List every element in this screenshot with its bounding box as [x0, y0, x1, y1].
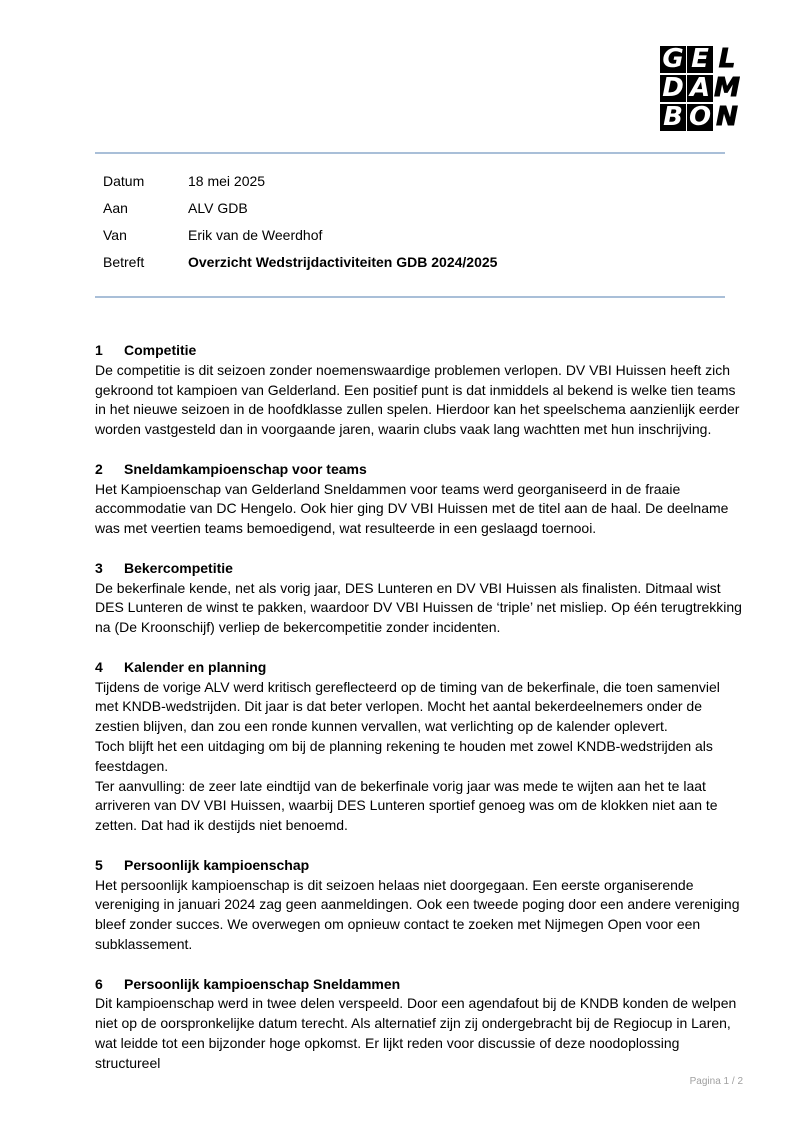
- logo-letter: N: [714, 104, 740, 131]
- section-number: 2: [95, 460, 103, 477]
- memo-label: Aan: [103, 200, 128, 216]
- section-kalender-planning: [95, 658, 745, 836]
- section-title: Bekercompetitie: [124, 559, 233, 576]
- memo-value: ALV GDB: [188, 200, 248, 216]
- section-number: 3: [95, 559, 103, 576]
- memo-label: Van: [103, 227, 127, 243]
- paragraph: De competitie is dit seizoen zonder noemenswaardige problemen verlopen. DV VBI Huissen heeft zich gekroond tot kampioen van Gelderland. Een positief punt is dat inmiddels al bekend is welke tien teams in het nieuwe seizoen in de hoofdklasse zullen spelen. Hierdoor kan het speelschema aanzienlijk eerder worden vastgesteld dan in voorgaande jaren, waarin clubs vaak lang wachtten met hun inschrijving.: [95, 361, 740, 438]
- logo-letter: M: [714, 73, 740, 103]
- logo-row: [660, 75, 800, 103]
- memo-value: 18 mei 2025: [188, 173, 266, 189]
- paragraph: De bekerfinale kende, net als vorig jaar, DES Lunteren en DV VBI Huissen als finalisten. Ditmaal wist DES Lunteren de winst te pakken, waardoor DV VBI Huissen de ‘triple’ net misliep. Op één terugtrekking na (De Kroonschijf) verliep de bekercompetitie zonder incidenten.: [95, 579, 742, 636]
- memo-subject: Overzicht Wedstrijdactiviteiten GDB 2024/2025: [188, 254, 498, 270]
- memo-value: Erik van de Weerdhof: [188, 227, 323, 243]
- memo-body: [95, 341, 745, 1093]
- section-sneldamkampioenschap-teams: [95, 460, 745, 539]
- paragraph: Het Kampioenschap van Gelderland Sneldammen voor teams werd georganiseerd in de fraaie accommodatie van DC Hengelo. Ook hier ging DV VBI Huissen met de titel aan de haal. De deelname was met veertien teams bemoedigend, wat resulteerde in een geslaagd toernooi.: [95, 480, 729, 537]
- paragraph: Dit kampioenschap werd in twee delen verspeeld. Door een agendafout bij de KNDB konden de welpen niet op de oorspronkelijke datum terecht. Als alternatief zijn zij ondergebracht bij de Regiocup in Laren, wat leidde tot een bijzonder hoge opkomst. Er lijkt reden voor discussie of deze noodoplossing structureel: [95, 995, 737, 1071]
- memo-label: Betreft: [103, 254, 145, 270]
- memo-header: [103, 170, 497, 278]
- section-persoonlijk-kampioenschap: [95, 856, 745, 955]
- section-persoonlijk-kampioenschap-sneldammen: [95, 975, 745, 1074]
- section-title: Persoonlijk kampioenschap Sneldammen: [124, 975, 401, 992]
- section-heading: [95, 975, 745, 995]
- logo-letter: O: [688, 102, 712, 132]
- section-number: 4: [95, 658, 103, 675]
- logo-letter: G: [660, 46, 686, 73]
- section-competitie: [95, 341, 745, 440]
- gdb-logo: [660, 46, 800, 134]
- section-heading: [95, 856, 745, 876]
- section-title: Competitie: [124, 342, 197, 358]
- logo-letter: B: [660, 104, 686, 131]
- memo-row-date: [103, 170, 497, 197]
- logo-letter: D: [660, 75, 686, 102]
- paragraph: Ter aanvulling: de zeer late eindtijd van de bekerfinale vorig jaar was mede te wijten aan het te laat arriveren van DV VBI Huissen, waarbij DES Lunteren sportief genoeg was om de klokken niet aan te zetten. Dat had ik destijds niet benoemd.: [95, 777, 718, 834]
- memo-row-to: [103, 197, 497, 224]
- paragraph: Tijdens de vorige ALV werd kritisch gereflecteerd op de timing van de bekerfinale, die toen samenviel met KNDB-wedstrijden. Dit jaar is dat beter verlopen. Mocht het aantal bekerdeelnemers onder de zestien blijven, dan zou een ronde kunnen vervallen, wat verlichting op de kalender oplevert.: [95, 678, 720, 735]
- section-number: 6: [95, 975, 103, 992]
- section-title: Persoonlijk kampioenschap: [124, 856, 310, 873]
- logo-letter: A: [687, 75, 713, 102]
- paragraph: Het persoonlijk kampioenschap is dit seizoen helaas niet doorgegaan. Een eerste organiserende vereniging in januari 2024 zag geen aanmeldingen. Ook een tweede poging door een andere vereniging bleef zonder succes. We overwegen om opnieuw contact te zoeken met Nijmegen Open voor een subklassement.: [95, 876, 740, 952]
- section-heading: [95, 460, 745, 480]
- logo-letter: L: [714, 46, 740, 73]
- section-title: Kalender en planning: [124, 658, 267, 675]
- section-heading: [95, 559, 745, 579]
- logo-row: [660, 104, 800, 132]
- header-divider: [95, 152, 725, 154]
- logo-letter: E: [687, 46, 713, 73]
- logo-row: [660, 46, 800, 74]
- section-bekercompetitie: [95, 559, 745, 638]
- memo-row-subject: [103, 251, 497, 278]
- section-heading: [95, 341, 745, 361]
- page-number: Pagina 1 / 2: [689, 1076, 743, 1087]
- section-number: 1: [95, 342, 103, 358]
- section-title: Sneldamkampioenschap voor teams: [124, 460, 367, 477]
- memo-label: Datum: [103, 173, 145, 189]
- memo-row-from: [103, 224, 497, 251]
- paragraph: Toch blijft het een uitdaging om bij de planning rekening te houden met zowel KNDB-wedstrijden als feestdagen.: [95, 737, 713, 774]
- section-number: 5: [95, 856, 103, 873]
- header-divider: [95, 296, 725, 298]
- section-heading: [95, 658, 745, 678]
